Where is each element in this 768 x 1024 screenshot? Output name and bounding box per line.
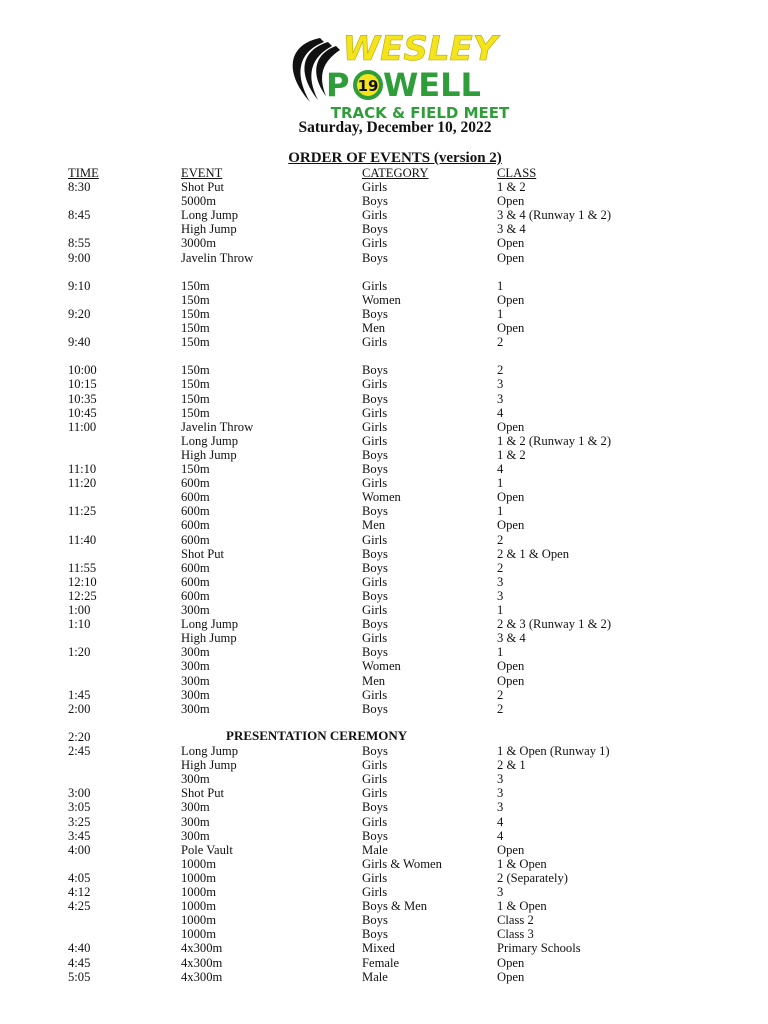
table-row — [0, 222, 768, 236]
table-row-class: Open — [497, 490, 525, 505]
table-row-event: 150m — [181, 321, 210, 335]
table-row — [0, 617, 768, 631]
table-row-event: Javelin Throw — [181, 419, 254, 434]
table-row — [0, 645, 768, 659]
table-row-class: 1 — [497, 476, 504, 491]
table-row-time: 4:12 — [68, 885, 91, 899]
table-row-time: 11:00 — [68, 419, 97, 434]
table-row-category: Boys — [362, 222, 388, 237]
table-row-time: 8:55 — [68, 236, 91, 251]
table-row-event: 1000m — [181, 885, 216, 899]
table-row — [0, 631, 768, 645]
table-row — [0, 927, 768, 941]
table-row — [0, 688, 768, 702]
table-row-category: Girls — [362, 532, 388, 547]
table-row-category: Girls — [362, 405, 388, 420]
table-row — [0, 406, 768, 420]
table-row-category: Girls — [362, 870, 388, 885]
table-row-event: 1000m — [181, 913, 216, 928]
table-row-event: 1000m — [181, 870, 216, 885]
table-row-category: Women — [362, 292, 401, 307]
table-row-class: 3 — [497, 391, 504, 406]
table-row-category: Boys — [362, 701, 388, 716]
meet-date: Saturday, December 10, 2022 — [298, 119, 492, 136]
table-row-category: Boys — [362, 560, 388, 575]
table-row-class: 4 — [497, 405, 504, 420]
table-row-category: Female — [362, 955, 400, 970]
table-row — [0, 786, 768, 800]
table-row-category: Girls — [362, 574, 388, 589]
table-row — [0, 970, 768, 984]
table-row-event: 150m — [181, 335, 210, 350]
table-row-event: 300m — [181, 603, 210, 617]
table-row-time: 1:10 — [68, 617, 91, 632]
table-row-time: 3:00 — [68, 786, 91, 801]
table-row-category: Girls — [362, 687, 388, 702]
table-row-time: 10:45 — [68, 405, 97, 420]
table-row-category: Male — [362, 842, 388, 857]
table-row-time: 2:00 — [68, 701, 91, 716]
table-row-class: 3 — [497, 885, 504, 899]
table-row-time: 10:35 — [68, 391, 97, 406]
table-row — [0, 843, 768, 857]
table-row-class: 3 & 4 (Runway 1 & 2) — [497, 208, 612, 223]
table-row-event: High Jump — [181, 447, 237, 462]
table-row-class: 3 & 4 — [497, 631, 526, 646]
table-row-class: 1 — [497, 278, 504, 293]
table-row-time: 3:45 — [68, 828, 91, 843]
table-row-time: 2:45 — [68, 744, 91, 758]
column-header — [0, 166, 768, 180]
table-row-event: 150m — [181, 405, 210, 420]
table-row-class: 2 — [497, 335, 504, 350]
table-row-class: 1 & 2 — [497, 180, 526, 194]
table-row — [0, 180, 768, 194]
table-row — [0, 420, 768, 434]
table-row — [0, 772, 768, 786]
table-row — [0, 533, 768, 547]
table-row-class: 1 & Open — [497, 899, 547, 914]
table-row-category: Girls — [362, 335, 388, 350]
table-row-time: 4:25 — [68, 899, 91, 914]
table-row-class: 4 — [497, 814, 504, 829]
table-row-event: 300m — [181, 828, 210, 843]
table-row-category: Boys — [362, 617, 388, 632]
table-row-class: Open — [497, 236, 525, 251]
table-row — [0, 504, 768, 518]
table-row-category: Boys — [362, 391, 388, 406]
table-row — [0, 208, 768, 222]
table-row-event: 150m — [181, 292, 210, 307]
table-row-class: 2 — [497, 687, 504, 702]
table-row-category: Girls — [362, 603, 388, 617]
table-row-class: 1 — [497, 306, 504, 321]
table-row-class: Open — [497, 250, 525, 265]
table-row-class: 3 — [497, 377, 504, 392]
table-row-event: Long Jump — [181, 433, 239, 448]
table-row-event: 4x300m — [181, 955, 223, 970]
table-row-time: 9:40 — [68, 335, 91, 350]
table-row-time: 4:40 — [68, 941, 91, 956]
table-row-time: 11:25 — [68, 504, 97, 519]
table-row-class: Open — [497, 955, 525, 970]
table-row-event: 300m — [181, 772, 210, 787]
table-row — [0, 659, 768, 673]
table-row-time: 1:20 — [68, 645, 91, 660]
table-row-class: Open — [497, 419, 525, 434]
table-row-category: Girls — [362, 278, 388, 293]
meet-logo — [280, 30, 515, 125]
table-row-time: 3:25 — [68, 814, 91, 829]
logo-powell-rest: WELL — [383, 66, 481, 104]
table-row-category: Girls & Women — [362, 856, 442, 871]
logo-badge-number: 19 — [357, 77, 379, 95]
table-row-event: 150m — [181, 363, 210, 378]
table-row-category: Boys — [362, 306, 388, 321]
table-row — [0, 490, 768, 504]
table-row — [0, 518, 768, 532]
table-row-class: 1 & Open — [497, 856, 547, 871]
table-row-event: Shot Put — [181, 786, 225, 801]
table-row-time: 5:05 — [68, 969, 91, 984]
logo-wesley: WESLEY — [342, 30, 498, 69]
table-row-event: 600m — [181, 560, 210, 575]
table-row-category: Men — [362, 518, 386, 533]
table-row-class: 1 & Open (Runway 1) — [497, 744, 610, 758]
table-row — [0, 307, 768, 321]
table-row-class: 1 & 2 — [497, 447, 526, 462]
table-row — [0, 871, 768, 885]
table-row-category: Boys — [362, 744, 388, 758]
table-row — [0, 815, 768, 829]
table-row-category: Girls — [362, 631, 388, 646]
table-row — [0, 575, 768, 589]
column-header-time: TIME — [68, 166, 99, 180]
table-row-class: 2 — [497, 701, 504, 716]
table-row — [0, 857, 768, 871]
table-row-event: 600m — [181, 504, 210, 519]
table-row-time: 4:00 — [68, 842, 91, 857]
table-row-event: 300m — [181, 659, 210, 674]
table-row — [0, 293, 768, 307]
table-row-time: 1:45 — [68, 687, 91, 702]
table-row-time: 11:10 — [68, 462, 97, 476]
table-row — [0, 674, 768, 688]
table-row-category: Girls — [362, 786, 388, 801]
table-row — [0, 829, 768, 843]
table-row-time: 12:10 — [68, 574, 97, 589]
table-row — [0, 800, 768, 814]
table-row-class: 3 & 4 — [497, 222, 526, 237]
table-row — [0, 956, 768, 970]
table-row-time: 9:10 — [68, 278, 91, 293]
table-row-category: Boys — [362, 800, 388, 815]
table-row — [0, 377, 768, 391]
table-row-category: Boys — [362, 588, 388, 603]
table-row-category: Girls — [362, 419, 388, 434]
table-row — [0, 758, 768, 772]
table-row-event: 1000m — [181, 899, 216, 914]
table-row-time: 10:00 — [68, 363, 97, 378]
table-row — [0, 913, 768, 927]
table-row-class: 2 — [497, 532, 504, 547]
table-row-category: Boys — [362, 645, 388, 660]
table-row-time: 4:05 — [68, 870, 91, 885]
table-row-event: 4x300m — [181, 969, 223, 984]
table-row-time: 12:25 — [68, 588, 97, 603]
table-row — [0, 279, 768, 293]
table-row-event: Long Jump — [181, 617, 239, 632]
table-row-class: 4 — [497, 462, 504, 476]
table-row-category: Girls — [362, 433, 388, 448]
table-row — [0, 462, 768, 476]
table-row-category: Girls — [362, 208, 388, 223]
table-row-category: Mixed — [362, 941, 395, 956]
table-row-category: Boys — [362, 250, 388, 265]
table-row-class: 4 — [497, 828, 504, 843]
table-row — [0, 603, 768, 617]
table-row-class: 1 — [497, 645, 504, 660]
table-row-event: 600m — [181, 588, 210, 603]
table-row-category: Boys — [362, 828, 388, 843]
table-row-event: High Jump — [181, 758, 237, 773]
table-row-time: 3:05 — [68, 800, 91, 815]
table-row — [0, 547, 768, 561]
table-row — [0, 702, 768, 716]
table-row — [0, 589, 768, 603]
table-row-category: Women — [362, 659, 401, 674]
table-row-event: Javelin Throw — [181, 250, 254, 265]
table-row-class: Class 3 — [497, 927, 534, 942]
table-row — [0, 885, 768, 899]
table-row-category: Boys — [362, 194, 388, 209]
table-row-class: 3 — [497, 772, 504, 787]
table-row-category: Women — [362, 490, 401, 505]
table-row-class: 1 — [497, 603, 504, 617]
table-row-time: 2:20 — [68, 729, 91, 744]
table-row-class: 2 (Separately) — [497, 870, 568, 885]
table-row-class: 2 — [497, 560, 504, 575]
table-row-category: Girls — [362, 377, 388, 392]
column-header-class: CLASS — [497, 166, 537, 180]
table-row — [0, 251, 768, 265]
table-row-category: Boys — [362, 546, 388, 561]
table-row-event: 150m — [181, 391, 210, 406]
table-row — [0, 434, 768, 448]
table-row-category: Girls — [362, 814, 388, 829]
table-row-class: Open — [497, 518, 525, 533]
table-row — [0, 363, 768, 377]
table-row-event: High Jump — [181, 222, 237, 237]
table-row — [0, 236, 768, 250]
table-row-event: 4x300m — [181, 941, 223, 956]
table-row-time: 11:55 — [68, 560, 97, 575]
table-row-time: 9:00 — [68, 250, 91, 265]
table-row — [0, 194, 768, 208]
table-row-event: 600m — [181, 476, 210, 491]
table-row — [0, 744, 768, 758]
table-row-event: 600m — [181, 518, 210, 533]
table-row-time: 4:45 — [68, 955, 91, 970]
table-row-category: Men — [362, 321, 386, 335]
table-row — [0, 476, 768, 490]
table-row-category: Girls — [362, 885, 388, 899]
table-row-category: Male — [362, 969, 388, 984]
table-row-event: High Jump — [181, 631, 237, 646]
column-header-category: CATEGORY — [362, 166, 429, 180]
table-row-event: Pole Vault — [181, 842, 233, 857]
table-row-category: Girls — [362, 476, 388, 491]
table-row-event: 1000m — [181, 856, 216, 871]
table-row-category: Girls — [362, 758, 388, 773]
table-row-category: Boys & Men — [362, 899, 428, 914]
table-row-class: Open — [497, 321, 525, 335]
table-row — [0, 899, 768, 913]
table-row-category: Men — [362, 673, 386, 688]
table-row-class: Primary Schools — [497, 941, 581, 956]
table-row-event: 300m — [181, 701, 210, 716]
table-row — [0, 941, 768, 955]
presentation-ceremony-label: PRESENTATION CEREMONY — [226, 727, 408, 743]
table-row-class: Open — [497, 292, 525, 307]
table-row — [0, 392, 768, 406]
table-row-category: Girls — [362, 236, 388, 251]
table-row-class: Open — [497, 673, 525, 688]
table-row-event: Long Jump — [181, 208, 239, 223]
table-row-event: 150m — [181, 377, 210, 392]
table-row-category: Boys — [362, 447, 388, 462]
table-row-event: 600m — [181, 532, 210, 547]
table-row-category: Boys — [362, 927, 388, 942]
table-row-class: 1 — [497, 504, 504, 519]
table-row-category: Boys — [362, 462, 388, 476]
table-row-event: Shot Put — [181, 546, 225, 561]
table-row-class: 2 & 1 — [497, 758, 526, 773]
table-row-class: 3 — [497, 588, 504, 603]
table-row-class: Open — [497, 659, 525, 674]
table-row-category: Girls — [362, 772, 388, 787]
table-row-category: Boys — [362, 363, 388, 378]
table-row-event: Shot Put — [181, 180, 225, 194]
table-row-event: 3000m — [181, 236, 216, 251]
column-header-event: EVENT — [181, 166, 223, 180]
table-row-time: 10:15 — [68, 377, 97, 392]
table-row — [0, 561, 768, 575]
table-row-class: Open — [497, 842, 525, 857]
table-row-event: 1000m — [181, 927, 216, 942]
table-row-time: 8:45 — [68, 208, 91, 223]
table-row-event: 300m — [181, 814, 210, 829]
table-row-event: 300m — [181, 645, 210, 660]
table-row-time: 11:40 — [68, 532, 97, 547]
table-row-event: 600m — [181, 574, 210, 589]
table-row-event: 5000m — [181, 194, 216, 209]
table-row-class: Class 2 — [497, 913, 534, 928]
table-row-event: 300m — [181, 687, 210, 702]
document-title: ORDER OF EVENTS (version 2) — [288, 150, 502, 166]
table-row-time: 1:00 — [68, 603, 91, 617]
table-row-event: 300m — [181, 800, 210, 815]
table-row-event: Long Jump — [181, 744, 239, 758]
logo-powell-p: P — [326, 66, 350, 104]
table-row — [0, 335, 768, 349]
table-row-class: 2 & 3 (Runway 1 & 2) — [497, 617, 612, 632]
table-row-event: 300m — [181, 673, 210, 688]
table-row-class: 3 — [497, 786, 504, 801]
table-row-class: 3 — [497, 574, 504, 589]
table-row-event: 150m — [181, 278, 210, 293]
table-row-time: 8:30 — [68, 180, 91, 194]
table-row-event: 600m — [181, 490, 210, 505]
table-row-class: 2 — [497, 363, 504, 378]
table-row-class: Open — [497, 194, 525, 209]
table-row-event: 150m — [181, 306, 210, 321]
table-row-class: 2 & 1 & Open — [497, 546, 570, 561]
table-row-class: 1 & 2 (Runway 1 & 2) — [497, 433, 612, 448]
table-row-event: 150m — [181, 462, 210, 476]
table-row — [0, 448, 768, 462]
table-row-time: 11:20 — [68, 476, 97, 491]
table-row-category: Girls — [362, 180, 388, 194]
table-row-time: 9:20 — [68, 306, 91, 321]
table-row-class: 3 — [497, 800, 504, 815]
table-row — [0, 321, 768, 335]
logo-subtitle: TRACK & FIELD MEET — [330, 104, 510, 122]
table-row-category: Boys — [362, 504, 388, 519]
table-row-class: Open — [497, 969, 525, 984]
table-row-category: Boys — [362, 913, 388, 928]
